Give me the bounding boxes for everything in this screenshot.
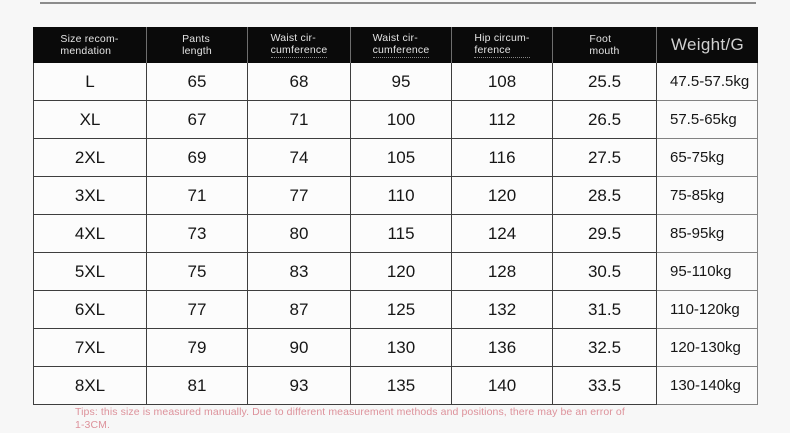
pants-length-cell: 71 (147, 177, 248, 215)
foot-mouth-cell: 27.5 (553, 139, 657, 177)
tips-line-2: 1-3CM. (75, 418, 111, 431)
waist-cell-1: 93 (248, 367, 351, 405)
size-cell: 3XL (33, 177, 147, 215)
waist-cell-2: 120 (351, 253, 452, 291)
foot-mouth-cell: 26.5 (553, 101, 657, 139)
table-header-row (33, 27, 758, 63)
header-size-recommendation: Size recom- mendation (33, 27, 147, 63)
weight-cell: 57.5-65kg (657, 101, 758, 139)
top-divider (40, 2, 756, 4)
size-cell: 6XL (33, 291, 147, 329)
table-row (33, 139, 758, 177)
size-chart-table (33, 27, 758, 405)
waist-cell-1: 68 (248, 63, 351, 101)
weight-cell: 85-95kg (657, 215, 758, 253)
table-row (33, 177, 758, 215)
size-cell: XL (33, 101, 147, 139)
waist-cell-2: 100 (351, 101, 452, 139)
waist-cell-2: 95 (351, 63, 452, 101)
header-weight: Weight/G (657, 27, 758, 63)
table-row (33, 367, 758, 405)
pants-length-cell: 67 (147, 101, 248, 139)
foot-mouth-cell: 32.5 (553, 329, 657, 367)
header-pants-length: Pants length (147, 27, 248, 63)
table-row (33, 215, 758, 253)
weight-cell: 95-110kg (657, 253, 758, 291)
size-cell: 8XL (33, 367, 147, 405)
weight-cell: 47.5-57.5kg (657, 63, 758, 101)
table-row (33, 63, 758, 101)
pants-length-cell: 77 (147, 291, 248, 329)
pants-length-cell: 73 (147, 215, 248, 253)
waist-cell-2: 125 (351, 291, 452, 329)
foot-mouth-cell: 28.5 (553, 177, 657, 215)
size-cell: 5XL (33, 253, 147, 291)
hip-cell: 108 (452, 63, 553, 101)
table-row (33, 291, 758, 329)
hip-cell: 124 (452, 215, 553, 253)
waist-cell-2: 105 (351, 139, 452, 177)
size-cell: 7XL (33, 329, 147, 367)
size-cell: 2XL (33, 139, 147, 177)
weight-cell: 75-85kg (657, 177, 758, 215)
hip-cell: 140 (452, 367, 553, 405)
weight-cell: 120-130kg (657, 329, 758, 367)
hip-cell: 128 (452, 253, 553, 291)
waist-cell-2: 130 (351, 329, 452, 367)
pants-length-cell: 69 (147, 139, 248, 177)
weight-cell: 65-75kg (657, 139, 758, 177)
hip-cell: 116 (452, 139, 553, 177)
pants-length-cell: 79 (147, 329, 248, 367)
pants-length-cell: 65 (147, 63, 248, 101)
hip-cell: 136 (452, 329, 553, 367)
weight-cell: 130-140kg (657, 367, 758, 405)
waist-cell-1: 90 (248, 329, 351, 367)
waist-cell-2: 115 (351, 215, 452, 253)
waist-cell-2: 135 (351, 367, 452, 405)
waist-cell-1: 83 (248, 253, 351, 291)
tips-line-1: Tips: this size is measured manually. Due to different measurement methods and positions, there may be an error of (75, 406, 625, 418)
waist-cell-1: 74 (248, 139, 351, 177)
table-row (33, 329, 758, 367)
pants-length-cell: 75 (147, 253, 248, 291)
size-cell: 4XL (33, 215, 147, 253)
hip-cell: 132 (452, 291, 553, 329)
header-hip-circumference: Hip circum- ference (452, 27, 553, 63)
table-row (33, 253, 758, 291)
foot-mouth-cell: 29.5 (553, 215, 657, 253)
foot-mouth-cell: 25.5 (553, 63, 657, 101)
waist-cell-1: 77 (248, 177, 351, 215)
weight-cell: 110-120kg (657, 291, 758, 329)
foot-mouth-cell: 33.5 (553, 367, 657, 405)
foot-mouth-cell: 30.5 (553, 253, 657, 291)
hip-cell: 120 (452, 177, 553, 215)
hip-cell: 112 (452, 101, 553, 139)
tips-note (75, 406, 675, 431)
header-waist-circumference-1: Waist cir- cumference (248, 27, 351, 63)
table-row (33, 101, 758, 139)
waist-cell-2: 110 (351, 177, 452, 215)
pants-length-cell: 81 (147, 367, 248, 405)
foot-mouth-cell: 31.5 (553, 291, 657, 329)
waist-cell-1: 80 (248, 215, 351, 253)
waist-cell-1: 71 (248, 101, 351, 139)
size-cell: L (33, 63, 147, 101)
header-foot-mouth: Foot mouth (553, 27, 657, 63)
waist-cell-1: 87 (248, 291, 351, 329)
header-waist-circumference-2: Waist cir- cumference (351, 27, 452, 63)
